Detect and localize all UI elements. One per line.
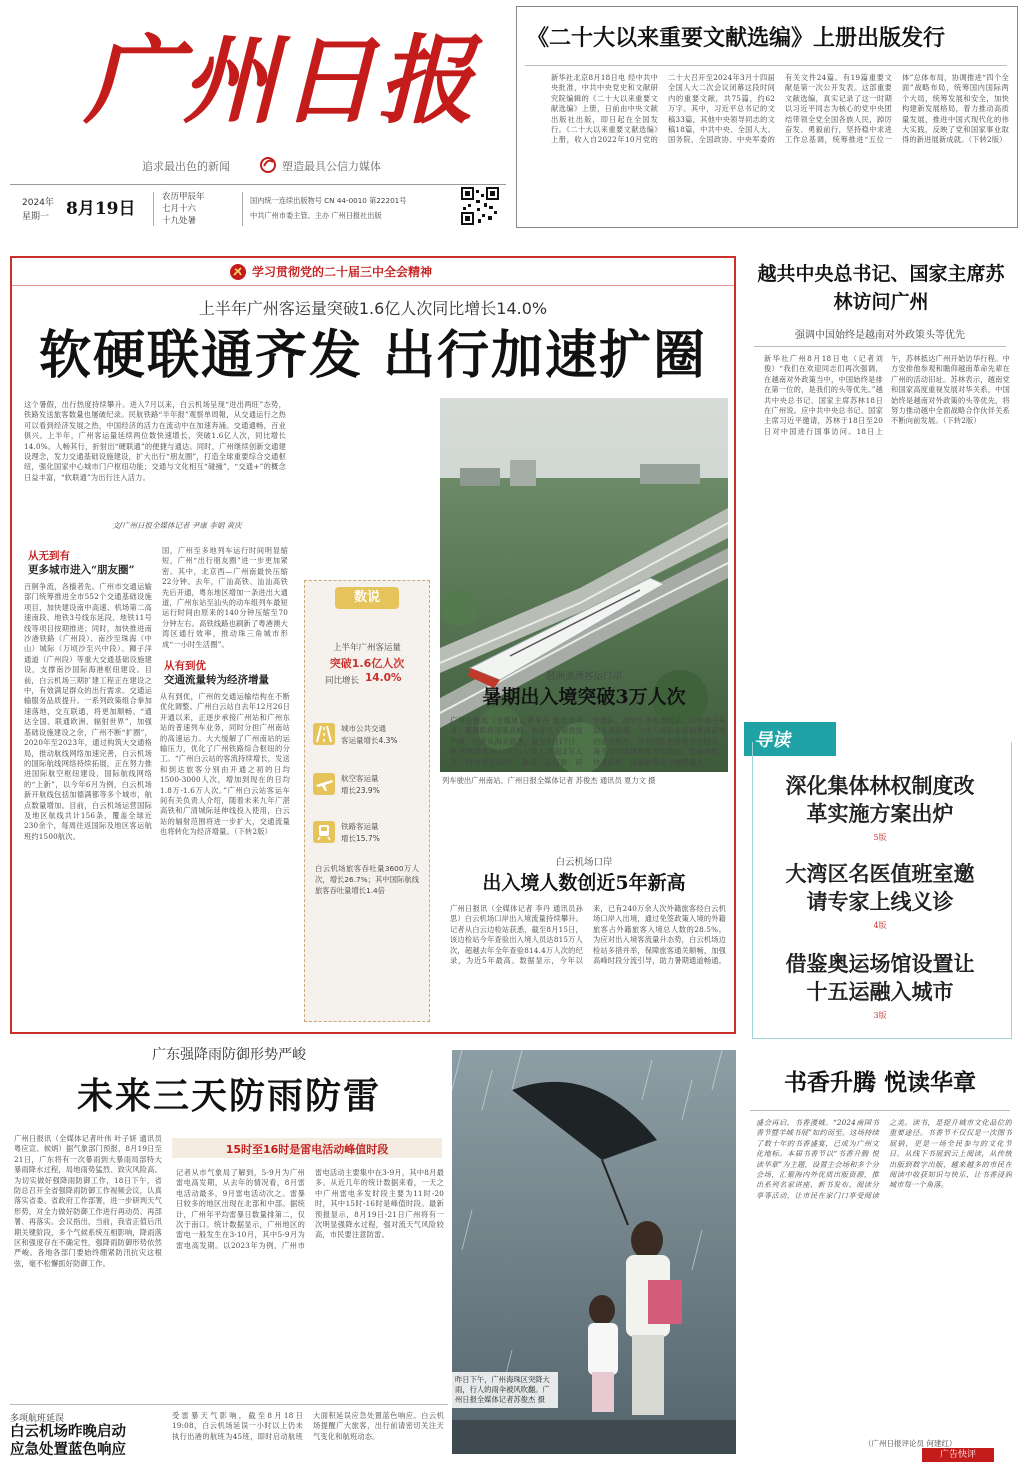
rain-headline[interactable]: 未来三天防雨防雷 <box>76 1075 381 1117</box>
lunar-day: 七月十六 <box>162 204 197 214</box>
guide-box <box>744 722 1016 1048</box>
qr-code-icon <box>460 186 500 226</box>
airport-title[interactable]: 出入境人数创近5年新高 <box>482 872 686 894</box>
rain-subtitle: 15时至16时是雷电活动峰值时段 <box>225 1143 389 1156</box>
rain-photo <box>452 1050 736 1454</box>
datavis-panel <box>304 580 430 1022</box>
airport-news-kicker: 多项航班延误 <box>10 1414 65 1424</box>
guide-label: 导读 <box>754 730 790 751</box>
books-credit: （广州日报评论员 何建红） <box>864 1439 957 1448</box>
books-editorial <box>744 1060 1016 1462</box>
top-story-rule <box>525 65 1007 66</box>
feature-box <box>10 256 736 1034</box>
rain-body-left: 广州日报讯（全媒体记者叶伟 叶子妍 通讯员粤应宣、候炳）据气象部门预报，8月19日至21日，广东将有一次暴雨到大暴雨局部特大暴雨降水过程，局地雨势猛烈、致灾风险高。为切实做好强降雨防御工作，18日下午，省防总召开全省强降雨防御工作视频会议，认真落实省委、省政府工作部署，进一步研判天气形势，对全力做好防御工作进行再动员、再部署、再落实。会议指出，当前，我省正值后汛期关键阶段，多个气候系统互相影响，降雨落区和强度存在不确定性，强降雨防御形势依然严峻。各地各部门要始终绷紧防汛抗灾这根弦，毫不松懈抓好防御工作。 <box>14 1134 162 1268</box>
issn-text: 国内统一连续出版物号 CN 44-0010 第22201号 <box>250 196 407 205</box>
footer-ad-label: 广告快评 <box>922 1448 994 1462</box>
section1-title: 从无到有 <box>28 550 70 562</box>
airplane-icon <box>313 773 335 795</box>
feature-headline[interactable]: 软硬联通齐发 出行加速扩圈 <box>38 325 708 386</box>
banner-rule <box>12 285 734 286</box>
books-body: 盛会再启，书香漫城。“2024南国书香节暨羊城书展”如约而至。这场持续了数十年的书香盛宴，已成为广州文化地标。本届书香节以“书香升腾 悦读华章”为主题，设置主会场和多个分会场，汇聚海内外优质出版资源，推出系列名家讲座、新书发布、阅读分享等活动，让市民在家门口享受阅读之美。读书，是提升城市文化品位的重要途径。书香节不仅仅是一次图书展销，更是一场全民参与的文化节日。从线下书展到云上阅读，从传统出版到数字出版，越来越多的市民在阅读中收获知识与快乐，让书香浸润城市每一个角落。 <box>756 1118 1012 1200</box>
slogan-left: 追求最出色的新闻 <box>142 160 230 173</box>
airport-news-title-2[interactable]: 应急处置蓝色响应 <box>10 1441 126 1458</box>
airport-kicker: 白云机场口岸 <box>555 857 613 868</box>
divider <box>242 192 243 226</box>
section2-title: 从有到优 <box>164 660 206 672</box>
datavis-line3-value: 14.0% <box>365 672 402 684</box>
solar-term: 十九处暑 <box>162 216 197 226</box>
date-year: 2024年 <box>22 198 54 208</box>
port-body: 广州日报讯（全媒体记者李丹 通讯员李青）暑期即将迎来高峰，旅客出入境热度不减。记者从海关获悉，截至8月17日，琶洲港澳客运口岸出入境人员超3万人次，同比增长66%。暑期，家庭游、研学团队、游学生等客流增多，口岸海关采取多项措施，为出入境旅客提供便捷高效的通关服务。针对团队旅游客多的特点，海关设立团体旅客专用通道，提前申报、快速验放，保障旅客安全便捷通关。 <box>450 716 726 767</box>
datavis-item-3-line2: 增长15.7% <box>341 834 380 843</box>
vietnam-title[interactable]: 越共中央总书记、国家主席苏林访问广州 <box>757 263 1005 313</box>
port-kicker: 琶洲港澳客运口岸 <box>545 671 622 682</box>
vietnam-body: 新华社广州8月18日电（记者刘俊）“我们在欢迎同志们再次强调，在越南对外政策当中，中国始终是排在第一位的，是我们的头等优先。”越共中央总书记、国家主席苏林18日在广州说。应中共中央总书记、国家主席习近平邀请，苏林于18日至20日对中国进行国事访问。18日上午，苏林抵达广州开始访华行程。中方安排他参观和瞻仰越南革命先辈在广州的活动旧址。苏林表示，越南党和国家高度重视发展对华关系，中国始终是越南对外政策的头等优先，将努力推动越中全面战略合作伙伴关系不断向前发展。（下转2版） <box>764 354 1010 436</box>
vietnam-rule <box>754 346 1006 347</box>
top-story <box>516 6 1018 228</box>
datavis-line1: 上半年广州客运量 <box>332 643 401 653</box>
airport-news-title-1[interactable]: 白云机场昨晚启动 <box>10 1423 126 1440</box>
guide-item-1-page: 5版 <box>873 833 887 842</box>
top-story-title[interactable]: 《二十大以来重要文献选编》上册出版发行 <box>527 25 946 51</box>
date-main: 8月19日 <box>66 199 136 219</box>
guide-item-3-page: 3版 <box>873 1011 887 1020</box>
masthead <box>10 6 506 232</box>
newspaper-logo: 广州日报 <box>84 24 476 137</box>
rain-body-right: 记者从市气象局了解到，5-9月为广州雷电高发期，从去年的情况看，8月雷电活动最多，9月雷电活动次之。雷暴日较多的地区出现在北部和中部。据统计，广州年平均雷暴日数量排第二，仅次于南口。统计数据显示，广州地区的雷电一般发生在3-10月，其中5-9月为雷电高发期。以2023年为例，广州市雷电活动主要集中在3-9月，其中8月最多。从近几年的统计数据来看，一天之中广州雷电多发时段主要为11时-20时，其中15时-16时是峰值时段。最新预报显示，8月19日-21日广州将有一次明显强降水过程，强对流天气风险较高，市民要注意防雷。 <box>176 1168 444 1250</box>
masthead-rule <box>10 184 506 185</box>
datavis-item-1-line2: 客运量增长4.3% <box>341 736 398 745</box>
vietnam-story <box>744 256 1016 726</box>
lunar-year: 农历甲辰年 <box>162 192 205 202</box>
section2-subtitle: 交通流量转为经济增量 <box>164 674 269 686</box>
feature-kicker: 上半年广州客运量突破1.6亿人次同比增长14.0% <box>198 299 548 318</box>
books-title[interactable]: 书香升腾 悦读华章 <box>783 1069 976 1096</box>
datavis-item-3-line1: 铁路客运量 <box>341 822 379 831</box>
rain-story <box>10 1044 448 1404</box>
feature-byline: 文/广州日报全媒体记者 尹康 李娟 黄庆 <box>112 521 242 530</box>
slogan-right: 塑造最具公信力媒体 <box>282 160 381 173</box>
date-weekday: 星期一 <box>22 212 50 222</box>
guide-item-2-page: 4版 <box>873 921 887 930</box>
photo-caption: 列车驶出广州南站。广州日报全媒体记者 苏俊杰 通讯员 夏力文 摄 <box>442 776 656 785</box>
feature-lead: 这个暑假，出行热度持续攀升。进入7月以来，白云机场呈现“进出两旺”态势，铁路发送旅客数量也屡破纪录。民航铁路“半年报”观察单周報，从交通运行之热可以看到经济发展之热，中国经济的活力在流动中在加速奔涌。交通通畅，百业俱兴。上半年，广州客运量延续两位数快速增长，突破1.6亿人次，同比增长14.0%。人畅其行，折射出“硬联通”的便捷与通达。同时，广州继续创新交通建设理念，发力交通基础设施建设，扩大出行“朋友圈”，打造全球重要综合交通枢纽，强化国家中心城市门户枢纽功能；交通与文化相互“碰撞”，“交通+”的概念日益丰富，“软联通”为出行注入活力。 <box>24 400 286 482</box>
airport-news <box>10 1404 448 1463</box>
section1-subtitle: 更多城市进入“朋友圈” <box>28 564 135 576</box>
guide-item-2[interactable]: 大湾区名医值班室邀请专家上线义诊 <box>785 861 975 914</box>
books-rule <box>750 1110 1010 1111</box>
datavis-line2: 突破1.6亿人次 <box>329 657 405 670</box>
rain-kicker: 广东强降雨防御形势严峻 <box>152 1047 306 1063</box>
vietnam-subtitle: 强调中国始终是越南对外政策头等优先 <box>795 330 965 341</box>
section1-body-cont: 国，广州至多地列车运行时间明显缩短，广州“出行朋友圈”进一步更加紧密。其中，北京西—广州南最快压缩22分钟。去年，广汕高铁、汕汕高铁先后开通，粤东地区增加一条进出大通道，广州东站至汕头的动车组列车最短运行时间由原来的140分钟压缩至70分钟左右。高铁线路也刷新了粤港澳大湾区通行效率，推动珠三角城市形成“一小时生活圈”。 <box>162 546 288 649</box>
datavis-foot: 白云机场旅客吞吐量3600万人次，增长26.7%；其中国际航线旅客吞吐量增长1.4倍 <box>315 864 419 895</box>
airport-news-body: 受雷暴天气影响，截至8月18日19:08，白云机场延误一小时以上仍未执行出港的航班为45班，即时启动航班大面积延误应急处置蓝色响应。白云机场提醒广大旅客，出行前请密切关注天气变化和航班动态。 <box>172 1411 444 1441</box>
port-title[interactable]: 暑期出入境突破3万人次 <box>482 686 686 708</box>
section2-body: 从有到优，广州的交通运输结构在不断优化调整。广州白云站自去年12月26日开通以来，正逐步承接广州站和广州东站的普速列车业务，同时分担广州南站的高速运力。大大缓解了广州南站的运输压力，优化了广州铁路综合枢纽的分工。“广州白云站的客流持续增长，发送和到达旅客分别由开通之初的日均1500-3000人次，增加到现在的日均1.8万-1.6万人次。”广州白云站客运车间有关负责人介绍，随着未来九年广湛高铁和广清城际延伸线投入使用，白云站的辐射范围将进一步扩大，交通流量也将转化为经济增量。（下转2版） <box>160 692 290 837</box>
train-icon <box>313 821 335 843</box>
section1-body: 百舸争流，各樯者先。广州市交通运输部门统筹推进全市552个交通基础设施项目，加快建设南中高速、机场第二高速南段、地铁3号线东延段、地铁11号线等项目按期推进；同时，加快推进南沙港铁路（广州段）、南沙至珠海（中山）城际（万顷沙至兴中段）、狮子洋通道（广州段）等重大交通基础设施建设，支撑南沙国际海港枢纽建设。目前，白云机场三期扩建工程正在建设之中，有效满足群众的出行需求。交通运输服务品质提升。一系列政策组合拳加速落地，交互联通，将更加顺畅。“通达全国、联通欧洲、辐射世界”，加强基础设施建设之余，广州不断“扩圈”，2020年至2023年，通过构筑大交通格局，推动航线网络加速完善，白云机场的国际航线网络持续拓展，正在努力推进国际航空枢纽建设，国际航线网络的“上新”，以今年6月为例，白云机场新开航线包括加德满都等多个城市，航点数量增加。目前，白云机场运营国际及地区航线共计156条，覆盖全球近230余个，每周往返国际及地区客运航班约1500航次。 <box>24 582 152 841</box>
guide-item-1[interactable]: 深化集体林权制度改革实施方案出炉 <box>785 773 975 826</box>
party-emblem-icon <box>230 264 246 280</box>
publisher-text: 中共广州市委主管、主办 广州日报社出版 <box>250 211 382 220</box>
guide-item-3[interactable]: 借鉴奥运场馆设置让十五运融入城市 <box>785 951 975 1004</box>
datavis-line3: 同比增长 <box>325 676 360 686</box>
divider <box>153 192 154 226</box>
datavis-item-2-line2: 增长23.9% <box>341 786 380 795</box>
datavis-label: 数说 <box>335 587 399 609</box>
feature-banner: 学习贯彻党的二十届三中全会精神 <box>252 265 433 279</box>
road-icon <box>313 723 335 745</box>
datavis-item-1-line1: 城市公共交通 <box>341 724 386 733</box>
datavis-item-2-line1: 航空客运量 <box>341 774 379 783</box>
airport-body: 广州日报讯（全媒体记者 李丹 通讯员孙思）白云机场口岸出入境流量持续攀升。记者从白云边检站获悉，截至8月15日，该边检站今年查验出入境人员达815万人次，超越去年全年查验814.4万人次的纪录，为近5年最高。数据显示，今年以来，已有240万余人次外籍旅客经白云机场口岸入出境，通过免签政策入境的外籍旅客占外籍旅客入境总人数的28.5%。为应对出入境客流量升态势，白云机场边检站多措并举，保障旅客通关顺畅，加强高峰时段分流引导，助力暑期通道畅通。 <box>450 904 726 966</box>
rain-photo-caption: 昨日下午，广州海珠区突降大雨，行人的雨伞被风吹翻。广州日报全媒体记者苏俊杰 摄 <box>452 1372 558 1408</box>
top-story-body: 新华社北京8月18日电 经中共中央批准，中共中央党史和文献研究院编辑的《二十大以来重要文献选编》上册，日前由中央文献出版社出版，即日起在全国发行。《二十大以来重要文献选编》上册，收入自2022年10月党的二十大召开至2024年3月十四届全国人大二次会议闭幕这段时间内的重要文献，共75篇，约62万字。其中，习近平总书记的文稿33篇，其他中央领导同志的文稿18篇，中共中央、全国人大、国务院、全国政协、中央军委的有关文件24篇。有19篇重要文献是第一次公开发表。这部重要文献选编，真实记录了这一时期以习近平同志为核心的党中央团结带领全党全国各族人民，踔厉奋发、勇毅前行，坚持稳中求进工作总基调，统筹推进“五位一体”总体布局，协调推进“四个全面”战略布局，统筹国内国际两个大局，统筹发展和安全，加快构建新发展格局，着力推动高质量发展，推进中国式现代化的伟大实践，反映了党和国家事业取得的新进展新成就。（下转2版） <box>551 73 1009 145</box>
slogan-mark-icon <box>258 156 278 174</box>
